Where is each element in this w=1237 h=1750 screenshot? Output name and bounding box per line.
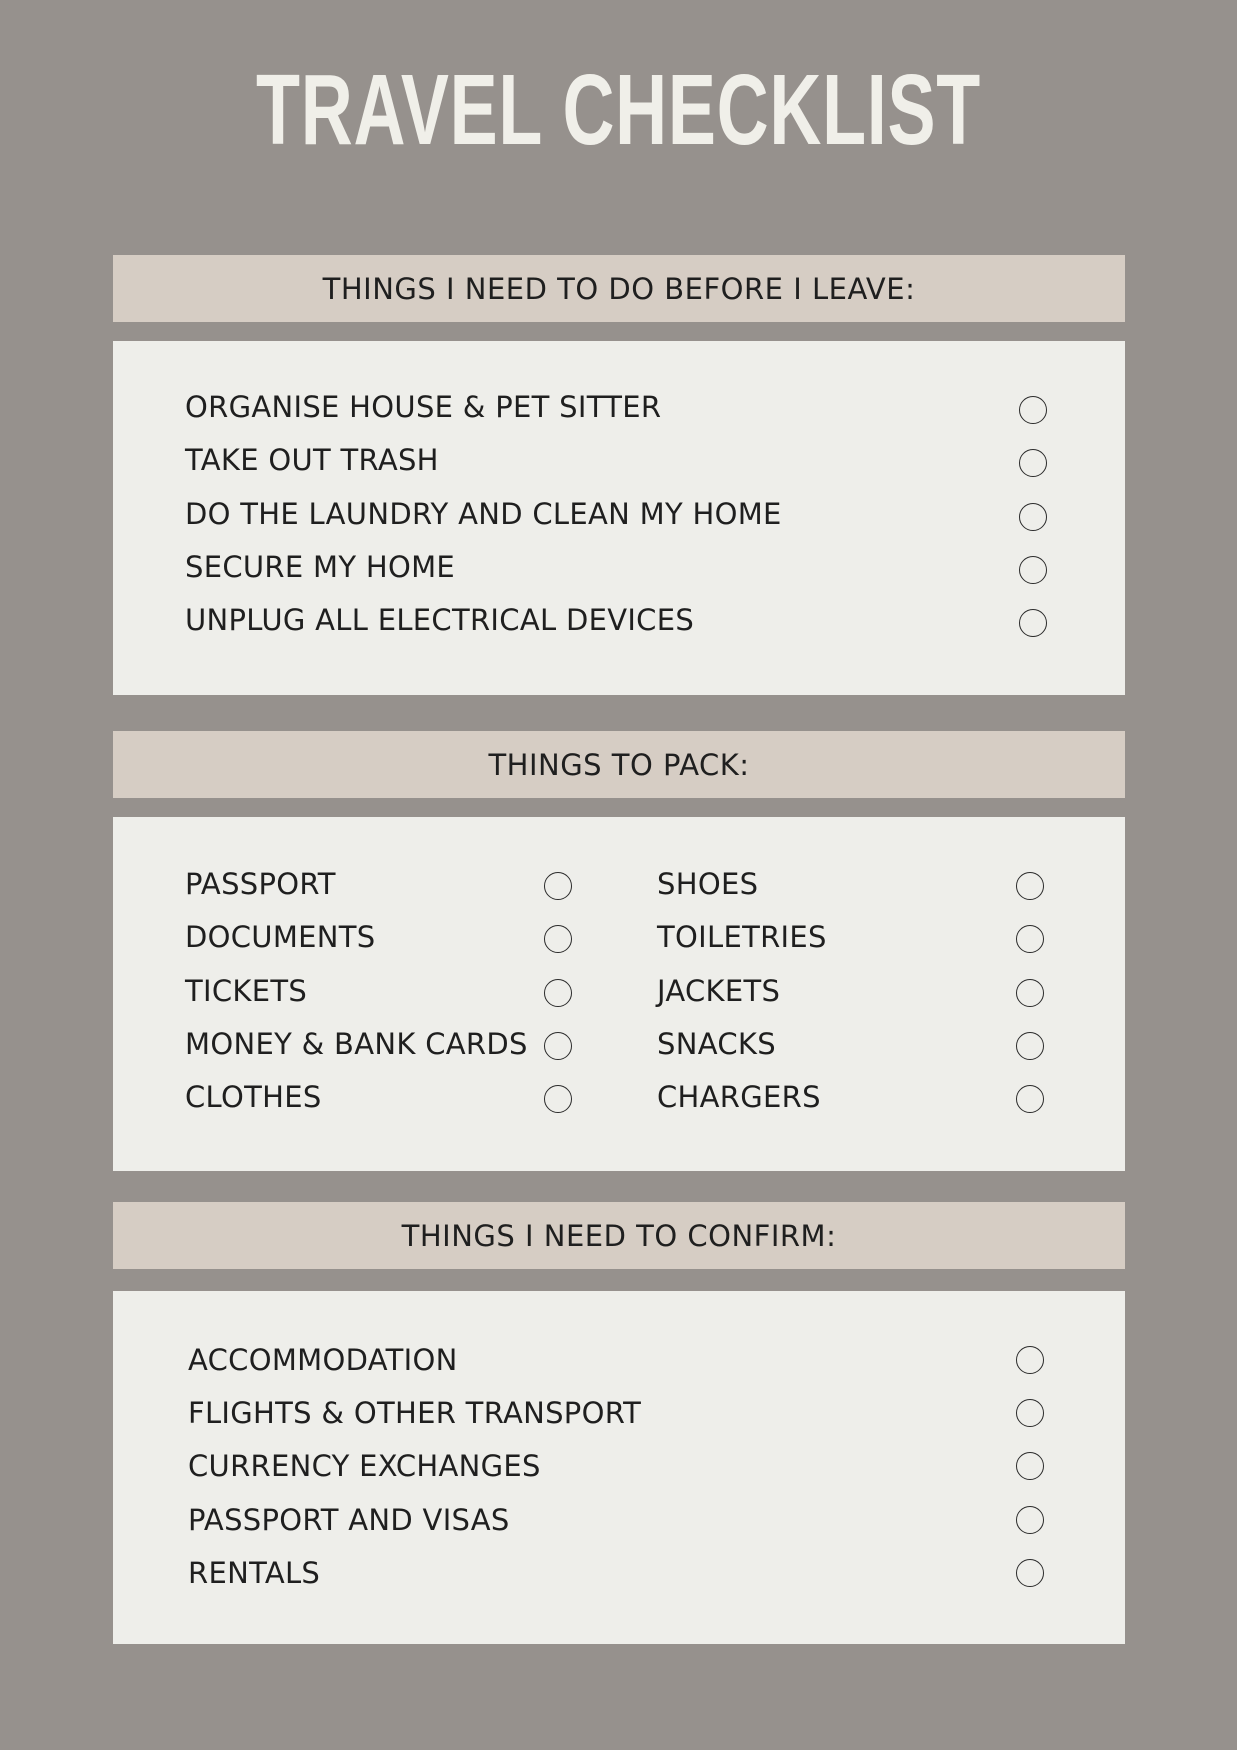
- checkbox-circle[interactable]: [1016, 1032, 1044, 1060]
- section-panel-confirm: [113, 1291, 1125, 1644]
- checkbox-circle[interactable]: [1019, 396, 1047, 424]
- checkbox-circle[interactable]: [1016, 1506, 1044, 1534]
- pack-item-label: CHARGERS: [657, 1080, 821, 1114]
- pack-item-label: PASSPORT: [185, 867, 336, 901]
- checkbox-circle[interactable]: [1016, 872, 1044, 900]
- checkbox-circle[interactable]: [1016, 979, 1044, 1007]
- checklist-item-label: SECURE MY HOME: [185, 550, 456, 584]
- checkbox-circle[interactable]: [1016, 1346, 1044, 1374]
- confirm-item-label: ACCOMMODATION: [188, 1343, 458, 1377]
- checkbox-circle[interactable]: [1016, 925, 1044, 953]
- checkbox-circle[interactable]: [544, 872, 572, 900]
- checkbox-circle[interactable]: [1019, 449, 1047, 477]
- section-panel-to-pack: [113, 817, 1125, 1171]
- checkbox-circle[interactable]: [544, 1032, 572, 1060]
- pack-item-label: CLOTHES: [185, 1080, 322, 1114]
- pack-item-label: TOILETRIES: [657, 920, 827, 954]
- section-header-confirm: THINGS I NEED TO CONFIRM:: [113, 1202, 1125, 1269]
- checkbox-circle[interactable]: [544, 925, 572, 953]
- section-header-before-leave: THINGS I NEED TO DO BEFORE I LEAVE:: [113, 255, 1125, 322]
- checklist-item-label: UNPLUG ALL ELECTRICAL DEVICES: [185, 603, 695, 637]
- pack-item-label: SNACKS: [657, 1027, 776, 1061]
- checkbox-circle[interactable]: [1019, 609, 1047, 637]
- checkbox-circle[interactable]: [1016, 1085, 1044, 1113]
- page-title: TRAVEL CHECKLIST: [256, 54, 981, 166]
- checklist-item-label: ORGANISE HOUSE & PET SITTER: [185, 390, 662, 424]
- pack-item-label: JACKETS: [657, 974, 781, 1008]
- checklist-item-label: DO THE LAUNDRY AND CLEAN MY HOME: [185, 497, 782, 531]
- confirm-item-label: CURRENCY EXCHANGES: [188, 1449, 541, 1483]
- checkbox-circle[interactable]: [544, 1085, 572, 1113]
- pack-item-label: MONEY & BANK CARDS: [185, 1027, 528, 1061]
- checkbox-circle[interactable]: [1016, 1399, 1044, 1427]
- checkbox-circle[interactable]: [1016, 1559, 1044, 1587]
- checkbox-circle[interactable]: [1016, 1452, 1044, 1480]
- confirm-item-label: PASSPORT AND VISAS: [188, 1503, 510, 1537]
- pack-item-label: TICKETS: [185, 974, 308, 1008]
- section-panel-before-leave: [113, 341, 1125, 695]
- confirm-item-label: FLIGHTS & OTHER TRANSPORT: [188, 1396, 642, 1430]
- confirm-item-label: RENTALS: [188, 1556, 321, 1590]
- section-header-to-pack: THINGS TO PACK:: [113, 731, 1125, 798]
- checkbox-circle[interactable]: [1019, 503, 1047, 531]
- pack-item-label: DOCUMENTS: [185, 920, 376, 954]
- checklist-item-label: TAKE OUT TRASH: [185, 443, 439, 477]
- checkbox-circle[interactable]: [1019, 556, 1047, 584]
- checkbox-circle[interactable]: [544, 979, 572, 1007]
- pack-item-label: SHOES: [657, 867, 759, 901]
